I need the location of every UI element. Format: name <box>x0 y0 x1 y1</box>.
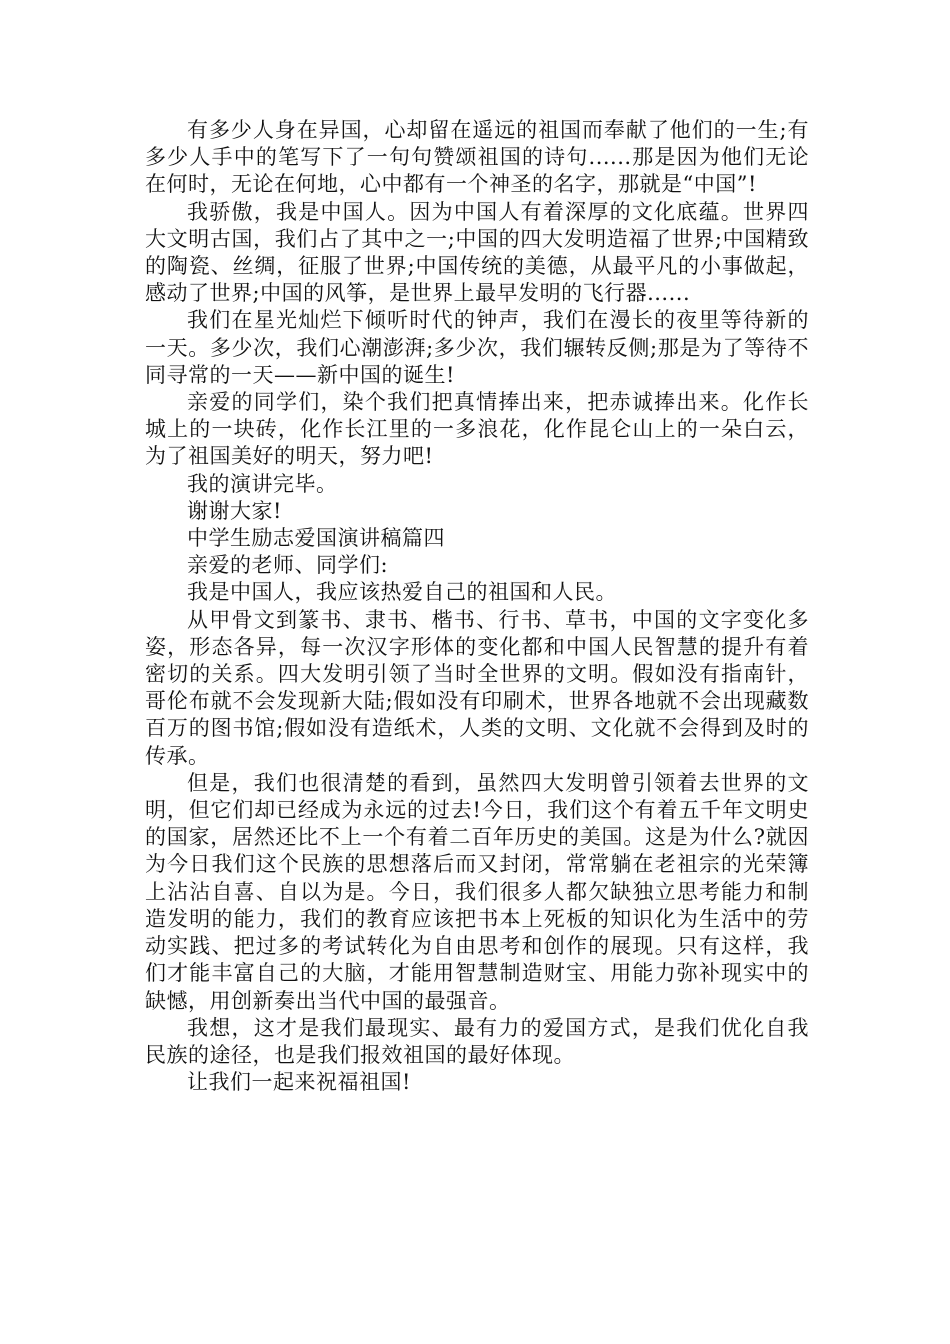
paragraph-2: 我骄傲，我是中国人。因为中国人有着深厚的文化底蕴。世界四大文明古国，我们占了其中之一;中国的四大发明造福了世界;中国精致的陶瓷、丝绸，征服了世界;中国传统的美德，从最平凡的小事做起，感动了世界;中国的风筝，是世界上最早发明的飞行器...... <box>145 199 809 306</box>
paragraph-9: 让我们一起来祝福祖国! <box>187 1070 411 1095</box>
paragraph-3: 我们在星光灿烂下倾听时代的钟声，我们在漫长的夜里等待新的一天。多少次，我们心潮澎湃;多少次，我们辗转反侧;那是为了等待不同寻常的一天——新中国的诞生! <box>145 308 809 387</box>
paragraph-6: 从甲骨文到篆书、隶书、楷书、行书、草书，中国的文字变化多姿，形态各异，每一次汉字形体的变化都和中国人民智慧的提升有着密切的关系。四大发明引领了当时全世界的文明。假如没有指南针，哥伦布就不会发现新大陆;假如没有印刷术，世界各地就不会出现藏数百万的图书馆;假如没有造纸术，人类的文明、文化就不会得到及时的传承。 <box>145 607 809 768</box>
paragraph-1: 有多少人身在异国，心却留在遥远的祖国而奉献了他们的一生;有多少人手中的笔写下了一句句赞颂祖国的诗句......那是因为他们无论在何时，无论在何地，心中都有一个神圣的名字，那就是“中国”! <box>145 118 809 197</box>
thanks-line: 谢谢大家! <box>187 498 282 523</box>
paragraph-5: 我是中国人，我应该热爱自己的祖国和人民。 <box>187 580 617 605</box>
closing-line: 我的演讲完毕。 <box>187 471 338 496</box>
salutation: 亲爱的老师、同学们: <box>187 553 389 578</box>
paragraph-7: 但是，我们也很清楚的看到，虽然四大发明曾引领着去世界的文明，但它们却已经成为永远的过去!今日，我们这个有着五千年文明史的国家，居然还比不上一个有着二百年历史的美国。这是为什么?就因为今日我们这个民族的思想落后而又封闭，常常躺在老祖宗的光荣簿上沾沾自喜、自以为是。今日，我们很多人都欠缺独立思考能力和制造发明的能力，我们的教育应该把书本上死板的知识化为生活中的劳动实践、把过多的考试转化为自由思考和创作的展现。只有这样，我们才能丰富自己的大脑，才能用智慧制造财宝、用能力弥补现实中的缺憾，用创新奏出当代中国的最强音。 <box>145 770 809 1013</box>
paragraph-4: 亲爱的同学们，染个我们把真情捧出来，把赤诚捧出来。化作长城上的一块砖，化作长江里的一多浪花，化作昆仑山上的一朵白云，为了祖国美好的明天，努力吧! <box>145 390 809 469</box>
paragraph-8: 我想，这才是我们最现实、最有力的爱国方式，是我们优化自我民族的途径，也是我们报效祖国的最好体现。 <box>145 1015 809 1067</box>
section-title: 中学生励志爱国演讲稿篇四 <box>187 526 445 551</box>
document-body <box>145 117 809 1096</box>
